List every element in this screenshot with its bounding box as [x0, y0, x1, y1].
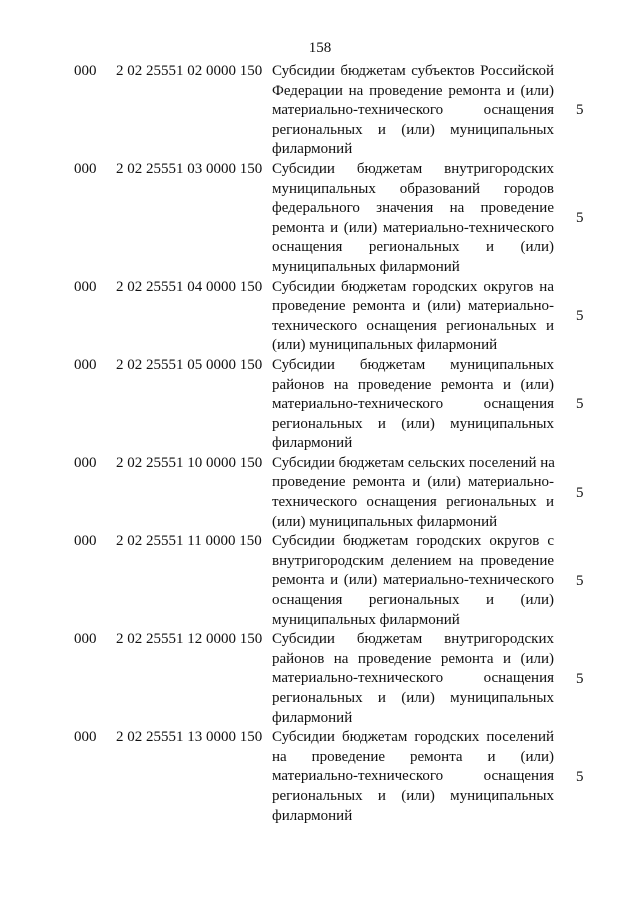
description — [272, 630, 554, 728]
amount-value: 5 — [576, 308, 584, 325]
amount-value: 5 — [576, 396, 584, 413]
description-line: ремонта и (или) материально-технического — [272, 572, 554, 589]
amount-value: 5 — [576, 670, 584, 687]
description-line: материально-технического оснащения — [272, 768, 554, 785]
table-row — [0, 630, 640, 728]
description-line: региональных и (или) муниципальных — [272, 787, 554, 804]
table-row — [0, 160, 640, 278]
description-line: материально-технического оснащения — [272, 102, 554, 119]
description-line: (или) муниципальных филармоний — [272, 337, 498, 354]
table-row — [0, 532, 640, 630]
description-line: филармоний — [272, 141, 353, 158]
budget-code: 2 02 25551 03 0000 150 — [116, 160, 263, 177]
description-line: внутригородским делением на проведение — [272, 552, 554, 569]
description-line: региональных и (или) муниципальных — [272, 415, 554, 432]
description-line: региональных и (или) муниципальных — [272, 690, 554, 706]
description-line: районов на проведение ремонта и (или) — [272, 650, 554, 667]
description-line: проведение ремонта и (или) материально- — [272, 474, 554, 491]
description-line: муниципальных филармоний — [272, 611, 460, 628]
table-row — [0, 62, 640, 160]
budget-code: 2 02 25551 05 0000 150 — [116, 356, 263, 373]
description-line: филармоний — [272, 709, 353, 726]
budget-code: 2 02 25551 13 0000 150 — [116, 729, 263, 746]
table-row — [0, 454, 640, 532]
table-row — [0, 278, 640, 356]
description — [272, 160, 554, 278]
description-line: Субсидии бюджетам городских округов на — [272, 278, 554, 295]
budget-code: 2 02 25551 10 0000 150 — [116, 454, 263, 471]
description-line: муниципальных образований городов — [272, 180, 554, 197]
admin-code: 000 — [74, 533, 97, 550]
description-line: технического оснащения региональных и — [272, 317, 554, 334]
description-line: на проведение ремонта и (или) — [272, 748, 554, 765]
description-line: Субсидии бюджетам внутригородских — [272, 160, 554, 177]
page-number: 158 — [308, 40, 332, 56]
table-row — [0, 356, 640, 454]
amount-value: 5 — [576, 102, 584, 119]
description — [272, 356, 554, 454]
admin-code: 000 — [74, 63, 97, 79]
description-line: проведение ремонта и (или) материально- — [272, 298, 554, 315]
description-line: оснащения региональных и (или) — [272, 239, 554, 256]
description-line: районов на проведение ремонта и (или) — [272, 376, 554, 393]
description-line: филармоний — [272, 435, 353, 452]
description-line: Субсидии бюджетам внутригородских — [272, 631, 554, 648]
description — [272, 728, 554, 826]
description-line: филармоний — [272, 807, 353, 824]
description-line: Федерации на проведение ремонта и (или) — [272, 82, 554, 99]
budget-code: 2 02 25551 04 0000 150 — [116, 278, 263, 295]
classification-table — [0, 62, 640, 826]
description-line: федерального значения на проведение — [272, 200, 554, 217]
admin-code: 000 — [74, 278, 97, 295]
description — [272, 532, 554, 630]
description-line: (или) муниципальных филармоний — [272, 513, 498, 530]
amount-value: 5 — [576, 572, 584, 589]
budget-code: 2 02 25551 02 0000 150 — [116, 63, 263, 79]
description-line: региональных и (или) муниципальных — [272, 121, 554, 138]
amount-value: 5 — [576, 210, 584, 227]
amount-value: 5 — [576, 484, 584, 501]
description-line: Субсидии бюджетам субъектов Российской — [272, 63, 554, 79]
description-line: ремонта и (или) материально-технического — [272, 219, 554, 236]
description-line: технического оснащения региональных и — [272, 494, 554, 511]
description-line: материально-технического оснащения — [272, 670, 554, 687]
description — [272, 62, 554, 160]
description-line: Субсидии бюджетам городских поселений — [272, 729, 554, 746]
admin-code: 000 — [74, 454, 97, 471]
description-line: Субсидии бюджетам городских округов с — [272, 533, 554, 550]
budget-code: 2 02 25551 11 0000 150 — [116, 533, 262, 550]
table-row — [0, 728, 640, 826]
description — [272, 454, 554, 532]
description-line: Субсидии бюджетам муниципальных — [272, 356, 554, 373]
admin-code: 000 — [74, 356, 97, 373]
description-line: оснащения региональных и (или) — [272, 592, 554, 609]
admin-code: 000 — [74, 729, 97, 746]
description-line: материально-технического оснащения — [272, 396, 554, 413]
description-line: муниципальных филармоний — [272, 258, 460, 275]
description-line: Субсидии бюджетам сельских поселений на — [272, 454, 555, 471]
description — [272, 278, 554, 356]
amount-value: 5 — [576, 768, 584, 785]
admin-code: 000 — [74, 160, 97, 177]
admin-code: 000 — [74, 631, 97, 648]
budget-code: 2 02 25551 12 0000 150 — [116, 631, 263, 648]
